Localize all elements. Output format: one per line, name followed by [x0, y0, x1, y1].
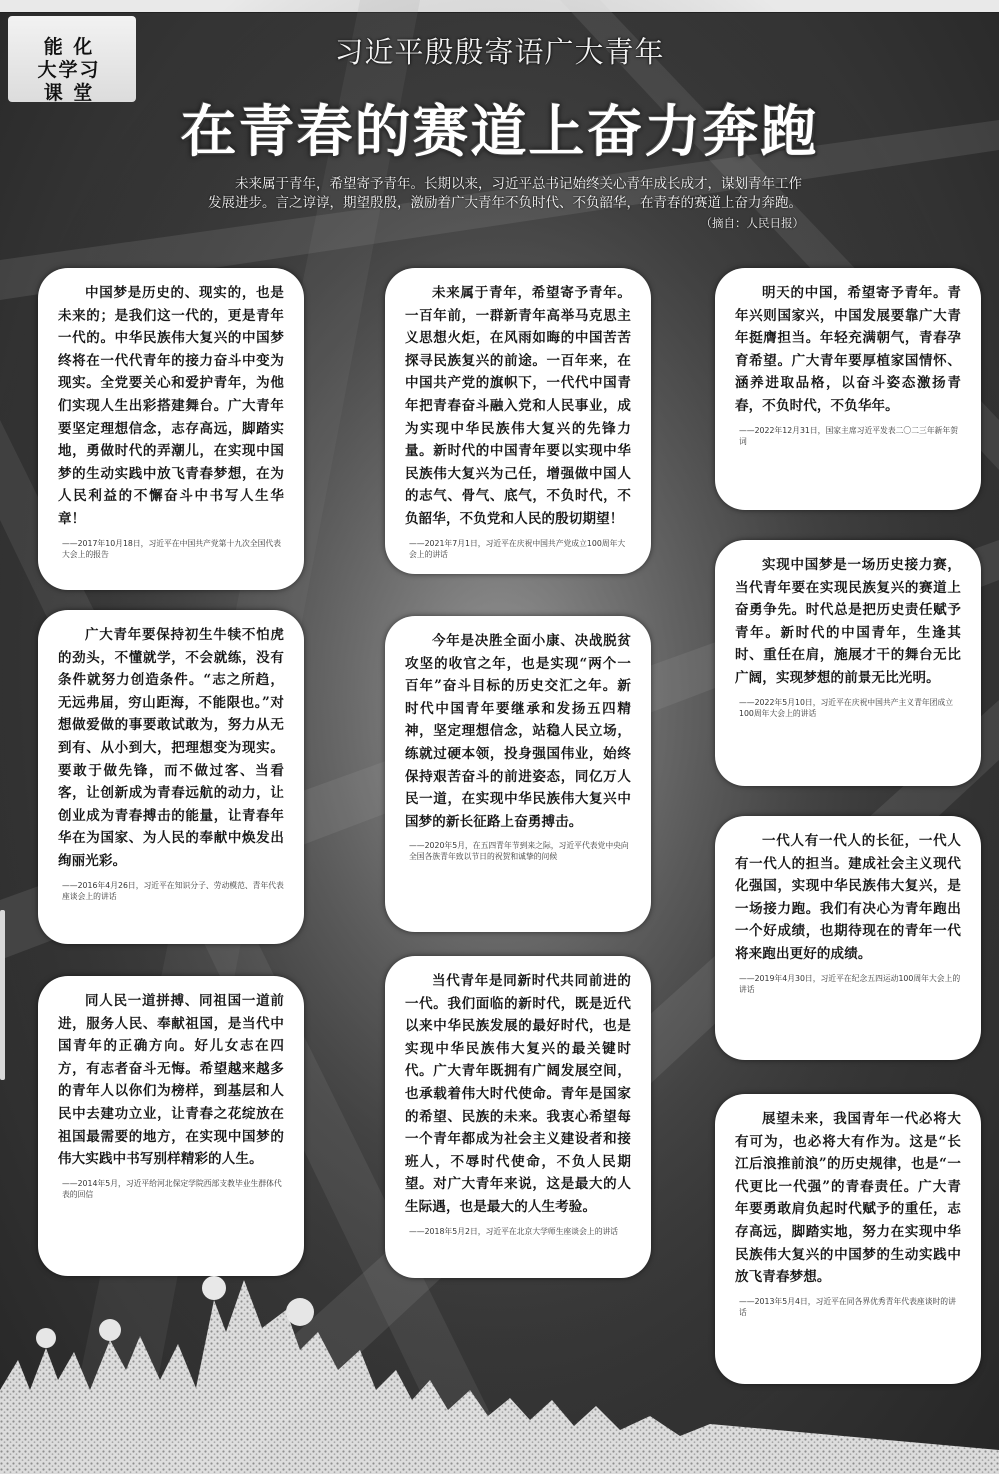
quote-text: 展望未来，我国青年一代必将大有可为，也必将大有作为。这是“长江后浪推前浪”的历史规律，也是“一代更比一代强”的青春责任。广大青年要勇敢肩负起时代赋予的重任，志存高远，脚踏实地，努力在实现中华民族伟大复兴的中国梦的生动实践中放飞青春梦想。	[735, 1111, 961, 1286]
quote-card	[715, 268, 981, 510]
page-headline: 在青春的赛道上奋力奔跑	[180, 99, 819, 165]
quote-card	[715, 540, 981, 786]
quote-card	[385, 956, 651, 1278]
quote-text: 一代人有一代人的长征，一代人有一代人的担当。建成社会主义现代化强国，实现中华民族伟大复兴，是一场接力跑。我们有决心为青年跑出一个好成绩，也期待现在的青年一代将来跑出更好的成绩。	[735, 833, 961, 962]
quote-source: ——2022年5月10日，习近平在庆祝中国共产主义青年团成立100周年大会上的讲话	[739, 697, 954, 718]
quote-source: ——2013年5月4日，习近平在同各界优秀青年代表座谈时的讲话	[739, 1296, 956, 1317]
quote-card	[38, 976, 304, 1276]
quote-card	[715, 816, 981, 1060]
quote-text: 明天的中国，希望寄予青年。青年兴则国家兴，中国发展要靠广大青年挺膺担当。年轻充满朝气，青春孕育希望。广大青年要厚植家国情怀、涵养进取品格，以奋斗姿态激扬青春，不负时代，不负华年。	[735, 285, 961, 414]
left-edge-highlight	[0, 910, 5, 1080]
quote-text: 中国梦是历史的、现实的，也是未来的；是我们这一代的，更是青年一代的。中华民族伟大复兴的中国梦终将在一代代青年的接力奋斗中变为现实。全党要关心和爱护青年，为他们实现人生出彩搭建舞台。广大青年要坚定理想信念，志存高远，脚踏实地，勇做时代的弄潮儿，在实现中国梦的生动实践中放飞青春梦想，在为人民利益的不懈奋斗中书写人生华章！	[58, 285, 284, 527]
quote-source: ——2017年10月18日，习近平在中国共产党第十九次全国代表大会上的报告	[62, 538, 282, 559]
quote-card	[38, 268, 304, 590]
quote-text: 同人民一道拼搏、同祖国一道前进，服务人民、奉献祖国，是当代中国青年的正确方向。好儿女志在四方，有志者奋斗无悔。希望越来越多的青年人以你们为榜样，到基层和人民中去建功立业，让青春之花绽放在祖国最需要的地方，在实现中国梦的伟大实践中书写别样精彩的人生。	[58, 993, 284, 1168]
quote-source: ——2014年5月，习近平给河北保定学院西部支教毕业生群体代表的回信	[62, 1178, 282, 1199]
quote-source: ——2016年4月26日，习近平在知识分子、劳动模范、青年代表座谈会上的讲话	[62, 880, 284, 901]
intro-paragraph: 未来属于青年，希望寄予青年。长期以来，习近平总书记始终关心青年成长成才，谋划青年工作发展进步。言之谆谆，期望殷殷，激励着广大青年不负时代、不负韶华，在青春的赛道上奋力奔跑。	[208, 176, 802, 211]
quote-text: 当代青年是同新时代共同前进的一代。我们面临的新时代，既是近代以来中华民族发展的最好时代，也是实现中华民族伟大复兴的最关键时代。广大青年既拥有广阔发展空间，也承载着伟大时代使命。青年是国家的希望、民族的未来。我衷心希望每一个青年都成为社会主义建设者和接班人，不辱时代使命，不负人民期望。对广大青年来说，这是最大的人生际遇，也是最大的人生考验。	[405, 973, 631, 1215]
crowd-silhouette-illustration	[0, 1240, 999, 1474]
quote-text: 未来属于青年，希望寄予青年。一百年前，一群新青年高举马克思主义思想火炬，在风雨如晦的中国苦苦探寻民族复兴的前途。一百年来，在中国共产党的旗帜下，一代代中国青年把青春奋斗融入党和人民事业，成为实现中华民族伟大复兴的先锋力量。新时代的中国青年要以实现中华民族伟大复兴为己任，增强做中国人的志气、骨气、底气，不负时代，不负韶华，不负党和人民的殷切期望！	[405, 285, 631, 527]
quote-text: 今年是决胜全面小康、决战脱贫攻坚的收官之年，也是实现“两个一百年”奋斗目标的历史交汇之年。新时代中国青年要继承和发扬五四精神，坚定理想信念，站稳人民立场，练就过硬本领，投身强国伟业，始终保持艰苦奋斗的前进姿态，同亿万人民一道，在实现中华民族伟大复兴中国梦的新长征路上奋勇搏击。	[405, 633, 631, 830]
quote-source: ——2021年7月1日，习近平在庆祝中国共产党成立100周年大会上的讲话	[409, 538, 626, 559]
kicker-title: 习近平殷殷寄语广大青年	[334, 35, 665, 69]
quote-text: 广大青年要保持初生牛犊不怕虎的劲头，不懂就学，不会就练，没有条件就努力创造条件。“志之所趋，无远弗届，穷山距海，不能限也。”对想做爱做的事要敢试敢为，努力从无到有、从小到大，把理想变为现实。要敢于做先锋，而不做过客、当看客，让创新成为青春远航的动力，让创业成为青春搏击的能量，让青春年华在为国家、为人民的奉献中焕发出绚丽光彩。	[58, 627, 284, 869]
quote-card	[385, 616, 651, 932]
quote-source: ——2020年5月，在五四青年节到来之际，习近平代表党中央向全国各族青年致以节日的祝贺和诚挚的问候	[409, 841, 629, 862]
quote-source: ——2018年5月2日，习近平在北京大学师生座谈会上的讲话	[409, 1226, 619, 1236]
section-badge-label: 能 化 大学习 课 堂	[37, 36, 101, 104]
intro-source: （摘自：人民日报）	[700, 216, 804, 230]
quote-text: 实现中国梦是一场历史接力赛，当代青年要在实现民族复兴的赛道上奋勇争先。时代总是把历史责任赋予青年。新时代的中国青年，生逢其时、重任在肩，施展才干的舞台无比广阔，实现梦想的前景无比光明。	[735, 557, 961, 686]
quote-card	[385, 268, 651, 574]
quote-card	[38, 610, 304, 944]
quote-source: ——2022年12月31日，国家主席习近平发表二〇二三年新年贺词	[739, 425, 959, 446]
quote-source: ——2019年4月30日，习近平在纪念五四运动100周年大会上的讲话	[739, 973, 961, 994]
